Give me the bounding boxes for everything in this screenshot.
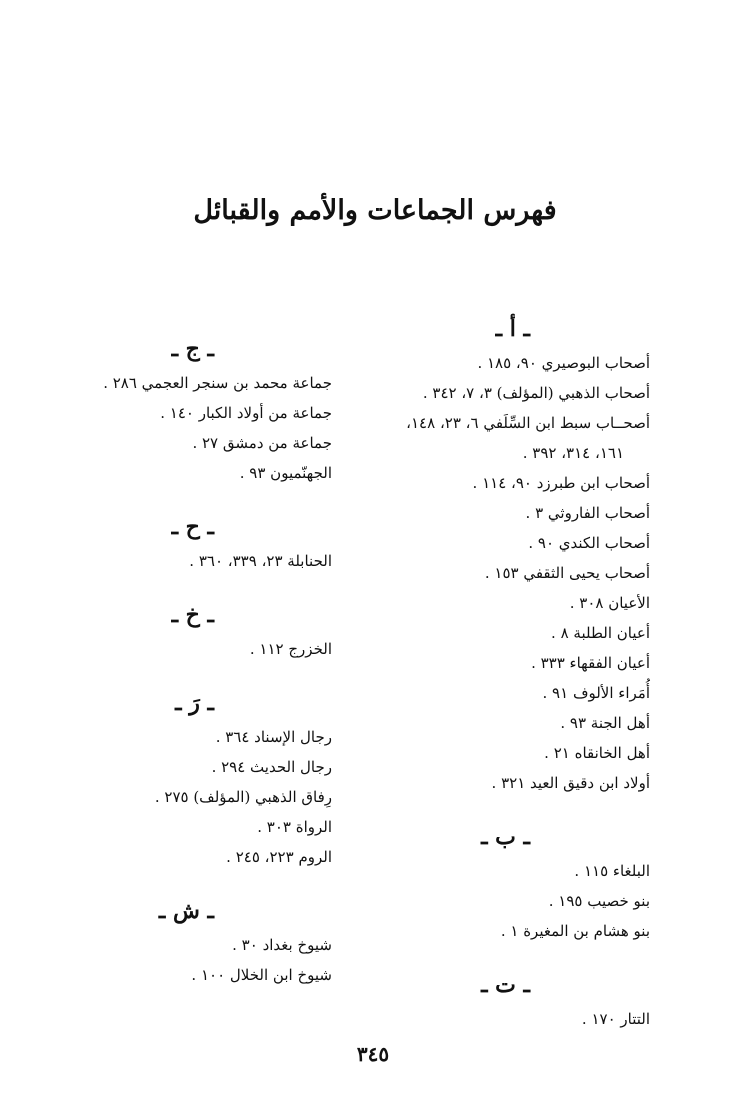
index-entry: أصحاب ابن طبرزد ٩٠، ١١٤ . — [472, 474, 650, 492]
index-entry: أعيان الطلبة ٨ . — [551, 624, 650, 642]
index-entry: جماعة من دمشق ٢٧ . — [192, 434, 332, 452]
section-ra — [60, 684, 332, 872]
entry-list — [60, 634, 332, 664]
entry-list — [370, 856, 650, 946]
letter-heading: ـ ت ـ — [481, 972, 530, 998]
index-entry: أُمَراء الألوف ٩١ . — [542, 684, 650, 702]
section-kha — [60, 596, 332, 664]
index-entry: أهل الجنة ٩٣ . — [560, 714, 650, 732]
index-entry: أصحاب الكندي ٩٠ . — [528, 534, 650, 552]
section-jim — [60, 330, 332, 488]
index-column-left — [60, 330, 332, 1010]
index-entry: رِفاق الذهبي (المؤلف) ٢٧٥ . — [154, 788, 332, 806]
index-entry: أصحاب البوصيري ٩٠، ١٨٥ . — [477, 354, 650, 372]
page-title: فهرس الجماعات والأمم والقبائل — [193, 195, 557, 226]
index-entry: الأعيان ٣٠٨ . — [569, 594, 650, 612]
section-shin — [60, 892, 332, 990]
index-entry: أعيان الفقهاء ٣٣٣ . — [531, 654, 650, 672]
index-entry: الرواة ٣٠٣ . — [257, 818, 332, 836]
index-entry: الخزرج ١١٢ . — [249, 640, 332, 658]
index-entry: التتار ١٧٠ . — [581, 1010, 650, 1028]
index-entry: شيوخ ابن الخلال ١٠٠ . — [191, 966, 332, 984]
index-entry: الجهنّميون ٩٣ . — [239, 464, 332, 482]
index-entry: رجال الإسناد ٣٦٤ . — [215, 728, 332, 746]
entry-list — [370, 348, 650, 798]
index-entry: أهل الخانقاه ٢١ . — [544, 744, 650, 762]
entry-list — [370, 1004, 650, 1034]
index-entry-continuation: ١٦١، ٣١٤، ٣٩٢ . — [522, 444, 624, 462]
index-entry: بنو خصيب ١٩٥ . — [548, 892, 650, 910]
index-entry: البلغاء ١١٥ . — [574, 862, 650, 880]
section-ha — [60, 508, 332, 576]
index-entry: أصحاب الفاروثي ٣ . — [525, 504, 650, 522]
page-number: ٣٤٥ — [356, 1042, 390, 1066]
letter-heading: ـ ب ـ — [481, 824, 530, 850]
section-ta — [370, 966, 650, 1034]
section-alif — [370, 310, 650, 798]
entry-list — [60, 722, 332, 872]
index-entry: الحنابلة ٢٣، ٣٣٩، ٣٦٠ . — [189, 552, 332, 570]
letter-heading: ـ ح ـ — [171, 514, 214, 540]
letter-heading: ـ ش ـ — [158, 898, 214, 924]
index-entry: أصحاب الذهبي (المؤلف) ٣، ٧، ٣٤٢ . — [422, 384, 650, 402]
entry-list — [60, 930, 332, 990]
index-entry: جماعة من أولاد الكبار ١٤٠ . — [160, 404, 332, 422]
entry-list — [60, 546, 332, 576]
index-entry: أولاد ابن دقيق العيد ٣٢١ . — [491, 774, 650, 792]
index-entry: رجال الحديث ٢٩٤ . — [211, 758, 332, 776]
index-entry: الروم ٢٢٣، ٢٤٥ . — [226, 848, 332, 866]
index-entry: أصحاب يحيى الثقفي ١٥٣ . — [484, 564, 650, 582]
letter-heading: ـ أ ـ — [495, 316, 530, 342]
letter-heading: ـ خ ـ — [171, 602, 214, 628]
section-ba — [370, 818, 650, 946]
index-entry: أصحــاب سبط ابن السِّلَفي ٦، ٢٣، ١٤٨، — [406, 414, 650, 432]
letter-heading: ـ رَ ـ — [175, 690, 214, 716]
index-column-right — [370, 310, 650, 1054]
letter-heading: ـ ج ـ — [171, 336, 214, 362]
index-entry: شيوخ بغداد ٣٠ . — [232, 936, 332, 954]
entry-list — [60, 368, 332, 488]
index-entry: جماعة محمد بن سنجر العجمي ٢٨٦ . — [103, 374, 332, 392]
index-entry: بنو هشام بن المغيرة ١ . — [500, 922, 650, 940]
